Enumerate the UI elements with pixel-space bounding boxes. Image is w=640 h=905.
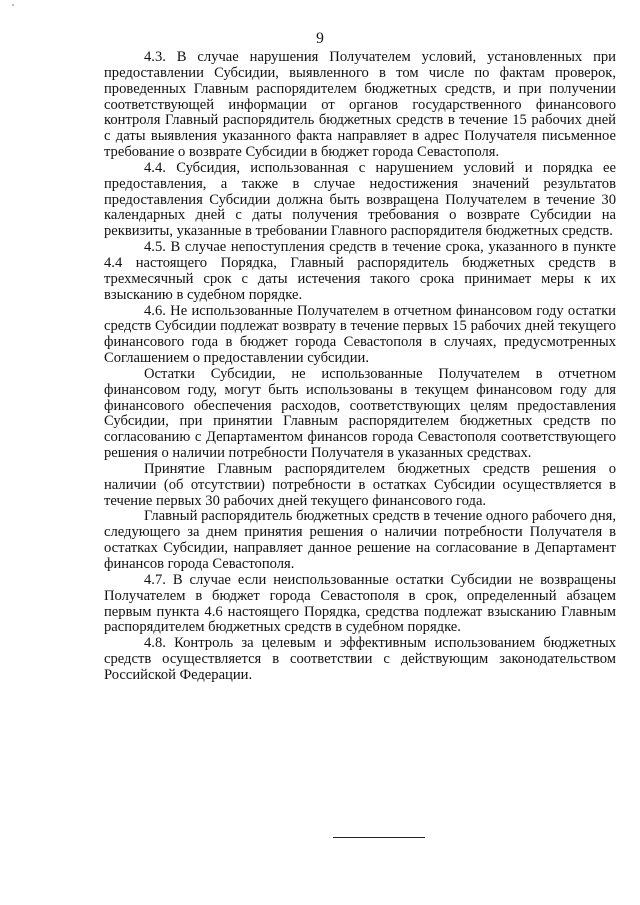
paragraph-4-6-balances: Остатки Субсидии, не использованные Получателем в отчетном финансовом году, могут быть использованы в текущем финансовом году для финансового обеспечения расходов, соответствующих целям предоставления Субсидии, при принятии Главным распорядителем бюджетных средств по согласованию с Департаментом финансов города Севастополя соответствующего решения о наличии потребности Получателя в указанных средствах. — [104, 365, 616, 462]
document-body — [104, 50, 616, 684]
end-divider-line — [333, 837, 425, 838]
paragraph-4-6: 4.6. Не использованные Получателем в отчетном финансовом году остатки средств Субсидии подлежат возврату в течение первых 15 рабочих дней текущего финансового года в бюджет города Севастополя в случаях, предусмотренных Соглашением о предоставлении субсидии. — [104, 302, 616, 367]
page-number: 9 — [316, 30, 324, 47]
paragraph-4-3: 4.3. В случае нарушения Получателем условий, установленных при предоставлении Субсидии, выявленного в том числе по фактам проверок, проведенных Главным распорядителем бюджетных средств, и при получении соответствующей информации от органов государственного финансового контроля Главный распорядитель бюджетных средств в течение 15 рабочих дней с даты выявления указанного факта направляет в адрес Получателя письменное требование о возврате Субсидии в бюджет города Севастополя. — [104, 49, 616, 161]
paragraph-4-5: 4.5. В случае непоступления средств в течение срока, указанного в пункте 4.4 настоящего Порядка, Главный распорядитель бюджетных средств в трехмесячный срок с даты истечения такого срока принимает меры к их взысканию в судебном порядке. — [104, 239, 616, 303]
paragraph-4-6-approval: Главный распорядитель бюджетных средств в течение одного рабочего дня, следующего за днем принятия решения о наличии потребности Получателя в остатках Субсидии, направляет данное решение на согласование в Департамент финансов города Севастополя. — [104, 508, 616, 572]
paragraph-4-7: 4.7. В случае если неиспользованные остатки Субсидии не возвращены Получателем в бюджет города Севастополя в срок, определенный абзацем первым пункта 4.6 настоящего Порядка, средства подлежат взысканию Главным распорядителем бюджетных средств в судебном порядке. — [104, 571, 616, 636]
scan-speck — [12, 4, 14, 6]
paragraph-4-6-decision: Принятие Главным распорядителем бюджетных средств решения о наличии (об отсутствии) потребности в остатках Субсидии осуществляется в течение первых 30 рабочих дней текущего финансового года. — [104, 460, 616, 509]
paragraph-4-8: 4.8. Контроль за целевым и эффективным использованием бюджетных средств осуществляется в соответствии с действующим законодательством Российской Федерации. — [104, 635, 616, 683]
paragraph-4-4: 4.4. Субсидия, использованная с нарушением условий и порядка ее предоставления, а также в случае недостижения значений результатов предоставления Субсидии должна быть возвращена Получателем в течение 30 календарных дней с даты получения требования о возврате Субсидии на реквизиты, указанные в требовании Главного распорядителя бюджетных средств. — [104, 159, 616, 240]
